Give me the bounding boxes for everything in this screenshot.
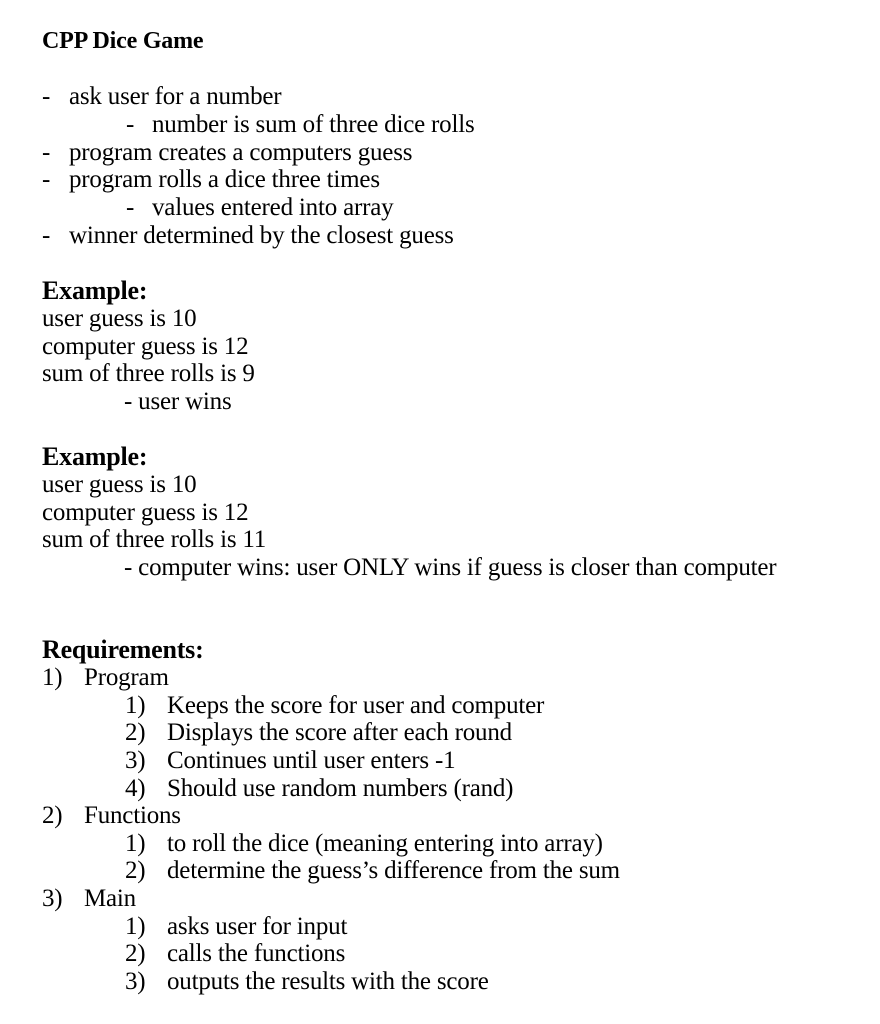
item-number: 2) — [125, 940, 146, 967]
overview-subitem — [126, 111, 475, 139]
overview-item-text: program rolls a dice three times — [69, 166, 380, 193]
item-number: 1) — [125, 913, 146, 940]
example-line: user guess is 10 — [42, 471, 197, 498]
overview-item — [42, 83, 281, 111]
requirement-subitem-text: outputs the results with the score — [167, 968, 489, 995]
requirement-subitem-text: asks user for input — [167, 913, 348, 940]
overview-item — [42, 222, 454, 250]
overview-item-text: ask user for a number — [69, 83, 282, 110]
requirement-subitem-text: to roll the dice (meaning entering into array) — [167, 830, 603, 857]
item-number: 1) — [125, 692, 146, 719]
overview-subitem-text: values entered into array — [152, 194, 394, 221]
example-result: - computer wins: user ONLY wins if guess is closer than computer — [124, 554, 777, 581]
bullet-dash: - — [42, 139, 51, 166]
item-number: 2) — [42, 802, 63, 829]
requirement-subitem — [125, 775, 513, 803]
requirement-subitem-text: Keeps the score for user and computer — [167, 692, 545, 719]
example-line: sum of three rolls is 9 — [42, 360, 255, 387]
document-title: CPP Dice Game — [42, 28, 204, 54]
requirement-item-text: Main — [84, 885, 136, 912]
overview-item-text: winner determined by the closest guess — [69, 222, 454, 249]
requirement-subitem-text: Displays the score after each round — [167, 719, 512, 746]
example-line: computer guess is 12 — [42, 333, 249, 360]
requirement-subitem — [125, 747, 455, 775]
item-number: 3) — [125, 968, 146, 995]
overview-item-text: program creates a computers guess — [69, 139, 413, 166]
item-number: 1) — [125, 830, 146, 857]
overview-subitem — [126, 194, 393, 222]
requirement-subitem — [125, 857, 620, 885]
requirement-subitem — [125, 692, 544, 720]
requirement-item-text: Functions — [84, 802, 181, 829]
example-heading: Example: — [42, 276, 148, 305]
example-line: user guess is 10 — [42, 305, 197, 332]
overview-subitem-text: number is sum of three dice rolls — [152, 111, 475, 138]
requirement-subitem — [125, 940, 345, 968]
example-result: - user wins — [124, 388, 232, 415]
requirement-item — [42, 664, 169, 692]
requirement-item — [42, 802, 181, 830]
bullet-dash: - — [42, 222, 51, 249]
example-line: computer guess is 12 — [42, 499, 249, 526]
bullet-dash: - — [42, 83, 51, 110]
item-number: 2) — [125, 719, 146, 746]
bullet-dash: - — [126, 194, 135, 221]
item-number: 1) — [42, 664, 63, 691]
overview-item — [42, 139, 412, 167]
requirement-item — [42, 885, 136, 913]
requirements-heading: Requirements: — [42, 635, 204, 664]
bullet-dash: - — [126, 111, 135, 138]
requirement-subitem-text: Continues until user enters -1 — [167, 747, 456, 774]
item-number: 2) — [125, 857, 146, 884]
requirement-subitem-text: Should use random numbers (rand) — [167, 775, 514, 802]
item-number: 3) — [125, 747, 146, 774]
bullet-dash: - — [42, 166, 51, 193]
overview-item — [42, 166, 380, 194]
requirement-item-text: Program — [84, 664, 169, 691]
item-number: 3) — [42, 885, 63, 912]
requirement-subitem — [125, 968, 489, 996]
example-line: sum of three rolls is 11 — [42, 526, 267, 553]
item-number: 4) — [125, 775, 146, 802]
requirement-subitem — [125, 830, 603, 858]
requirement-subitem — [125, 913, 347, 941]
requirement-subitem-text: determine the guess’s difference from the sum — [167, 857, 620, 884]
requirement-subitem-text: calls the functions — [167, 940, 346, 967]
example-heading: Example: — [42, 442, 148, 471]
requirement-subitem — [125, 719, 512, 747]
